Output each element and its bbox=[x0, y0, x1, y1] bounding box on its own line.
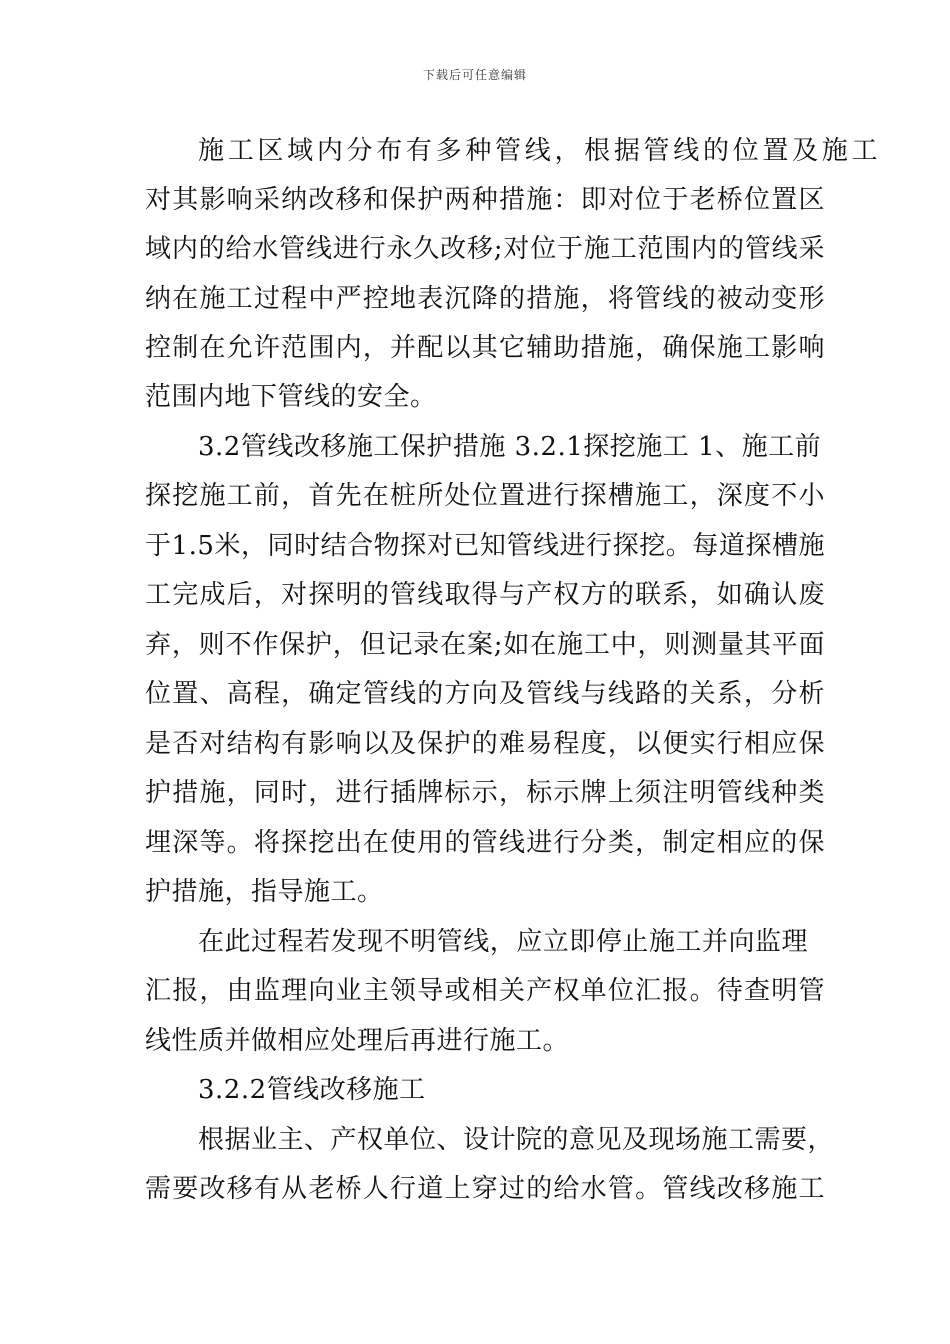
text-line: 需要改移有从老桥人行道上穿过的给水管。管线改移施工 bbox=[145, 1174, 825, 1204]
text-line: 施工区域内分布有多种管线，根据管线的位置及施工 bbox=[198, 136, 878, 166]
text-line: 埋深等。将探挖出在使用的管线进行分类，制定相应的保 bbox=[145, 828, 825, 858]
text-line: 在此过程若发现不明管线，应立即停止施工并向监理 bbox=[198, 927, 808, 957]
text-line: 对其影响采纳改移和保护两种措施：即对位于老桥位置区 bbox=[145, 185, 825, 215]
text-line: 探挖施工前，首先在桩所处位置进行探槽施工，深度不小 bbox=[145, 481, 825, 511]
text-line: 是否对结构有影响以及保护的难易程度，以便实行相应保 bbox=[145, 729, 825, 759]
text-line: 线性质并做相应处理后再进行施工。 bbox=[145, 1026, 570, 1056]
text-line: 域内的给水管线进行永久改移;对位于施工范围内的管线采 bbox=[145, 234, 825, 264]
text-line: 位置、高程，确定管线的方向及管线与线路的关系，分析 bbox=[145, 679, 825, 709]
text-line: 控制在允许范围内，并配以其它辅助措施，确保施工影响 bbox=[145, 333, 825, 363]
text-line: 工完成后，对探明的管线取得与产权方的联系，如确认废 bbox=[145, 580, 825, 610]
text-line: 汇报，由监理向业主领导或相关产权单位汇报。待查明管 bbox=[145, 976, 825, 1006]
text-line: 护措施，指导施工。 bbox=[145, 877, 384, 907]
text-line: 纳在施工过程中严控地表沉降的措施，将管线的被动变形 bbox=[145, 284, 825, 314]
text-line: 根据业主、产权单位、设计院的意见及现场施工需要， bbox=[198, 1125, 835, 1155]
header-note: 下载后可任意编辑 bbox=[422, 68, 527, 82]
section-heading-line: 3.2管线改移施工保护措施 3.2.1探挖施工 1、施工前 bbox=[198, 432, 822, 462]
section-heading-line: 3.2.2管线改移施工 bbox=[198, 1075, 426, 1105]
text-line: 于1.5米，同时结合物探对已知管线进行探挖。每道探槽施 bbox=[145, 531, 825, 561]
text-line: 护措施，同时，进行插牌标示，标示牌上须注明管线种类 bbox=[145, 778, 825, 808]
text-line: 弃，则不作保护，但记录在案;如在施工中，则测量其平面 bbox=[145, 630, 825, 660]
text-line: 范围内地下管线的安全。 bbox=[145, 382, 437, 412]
